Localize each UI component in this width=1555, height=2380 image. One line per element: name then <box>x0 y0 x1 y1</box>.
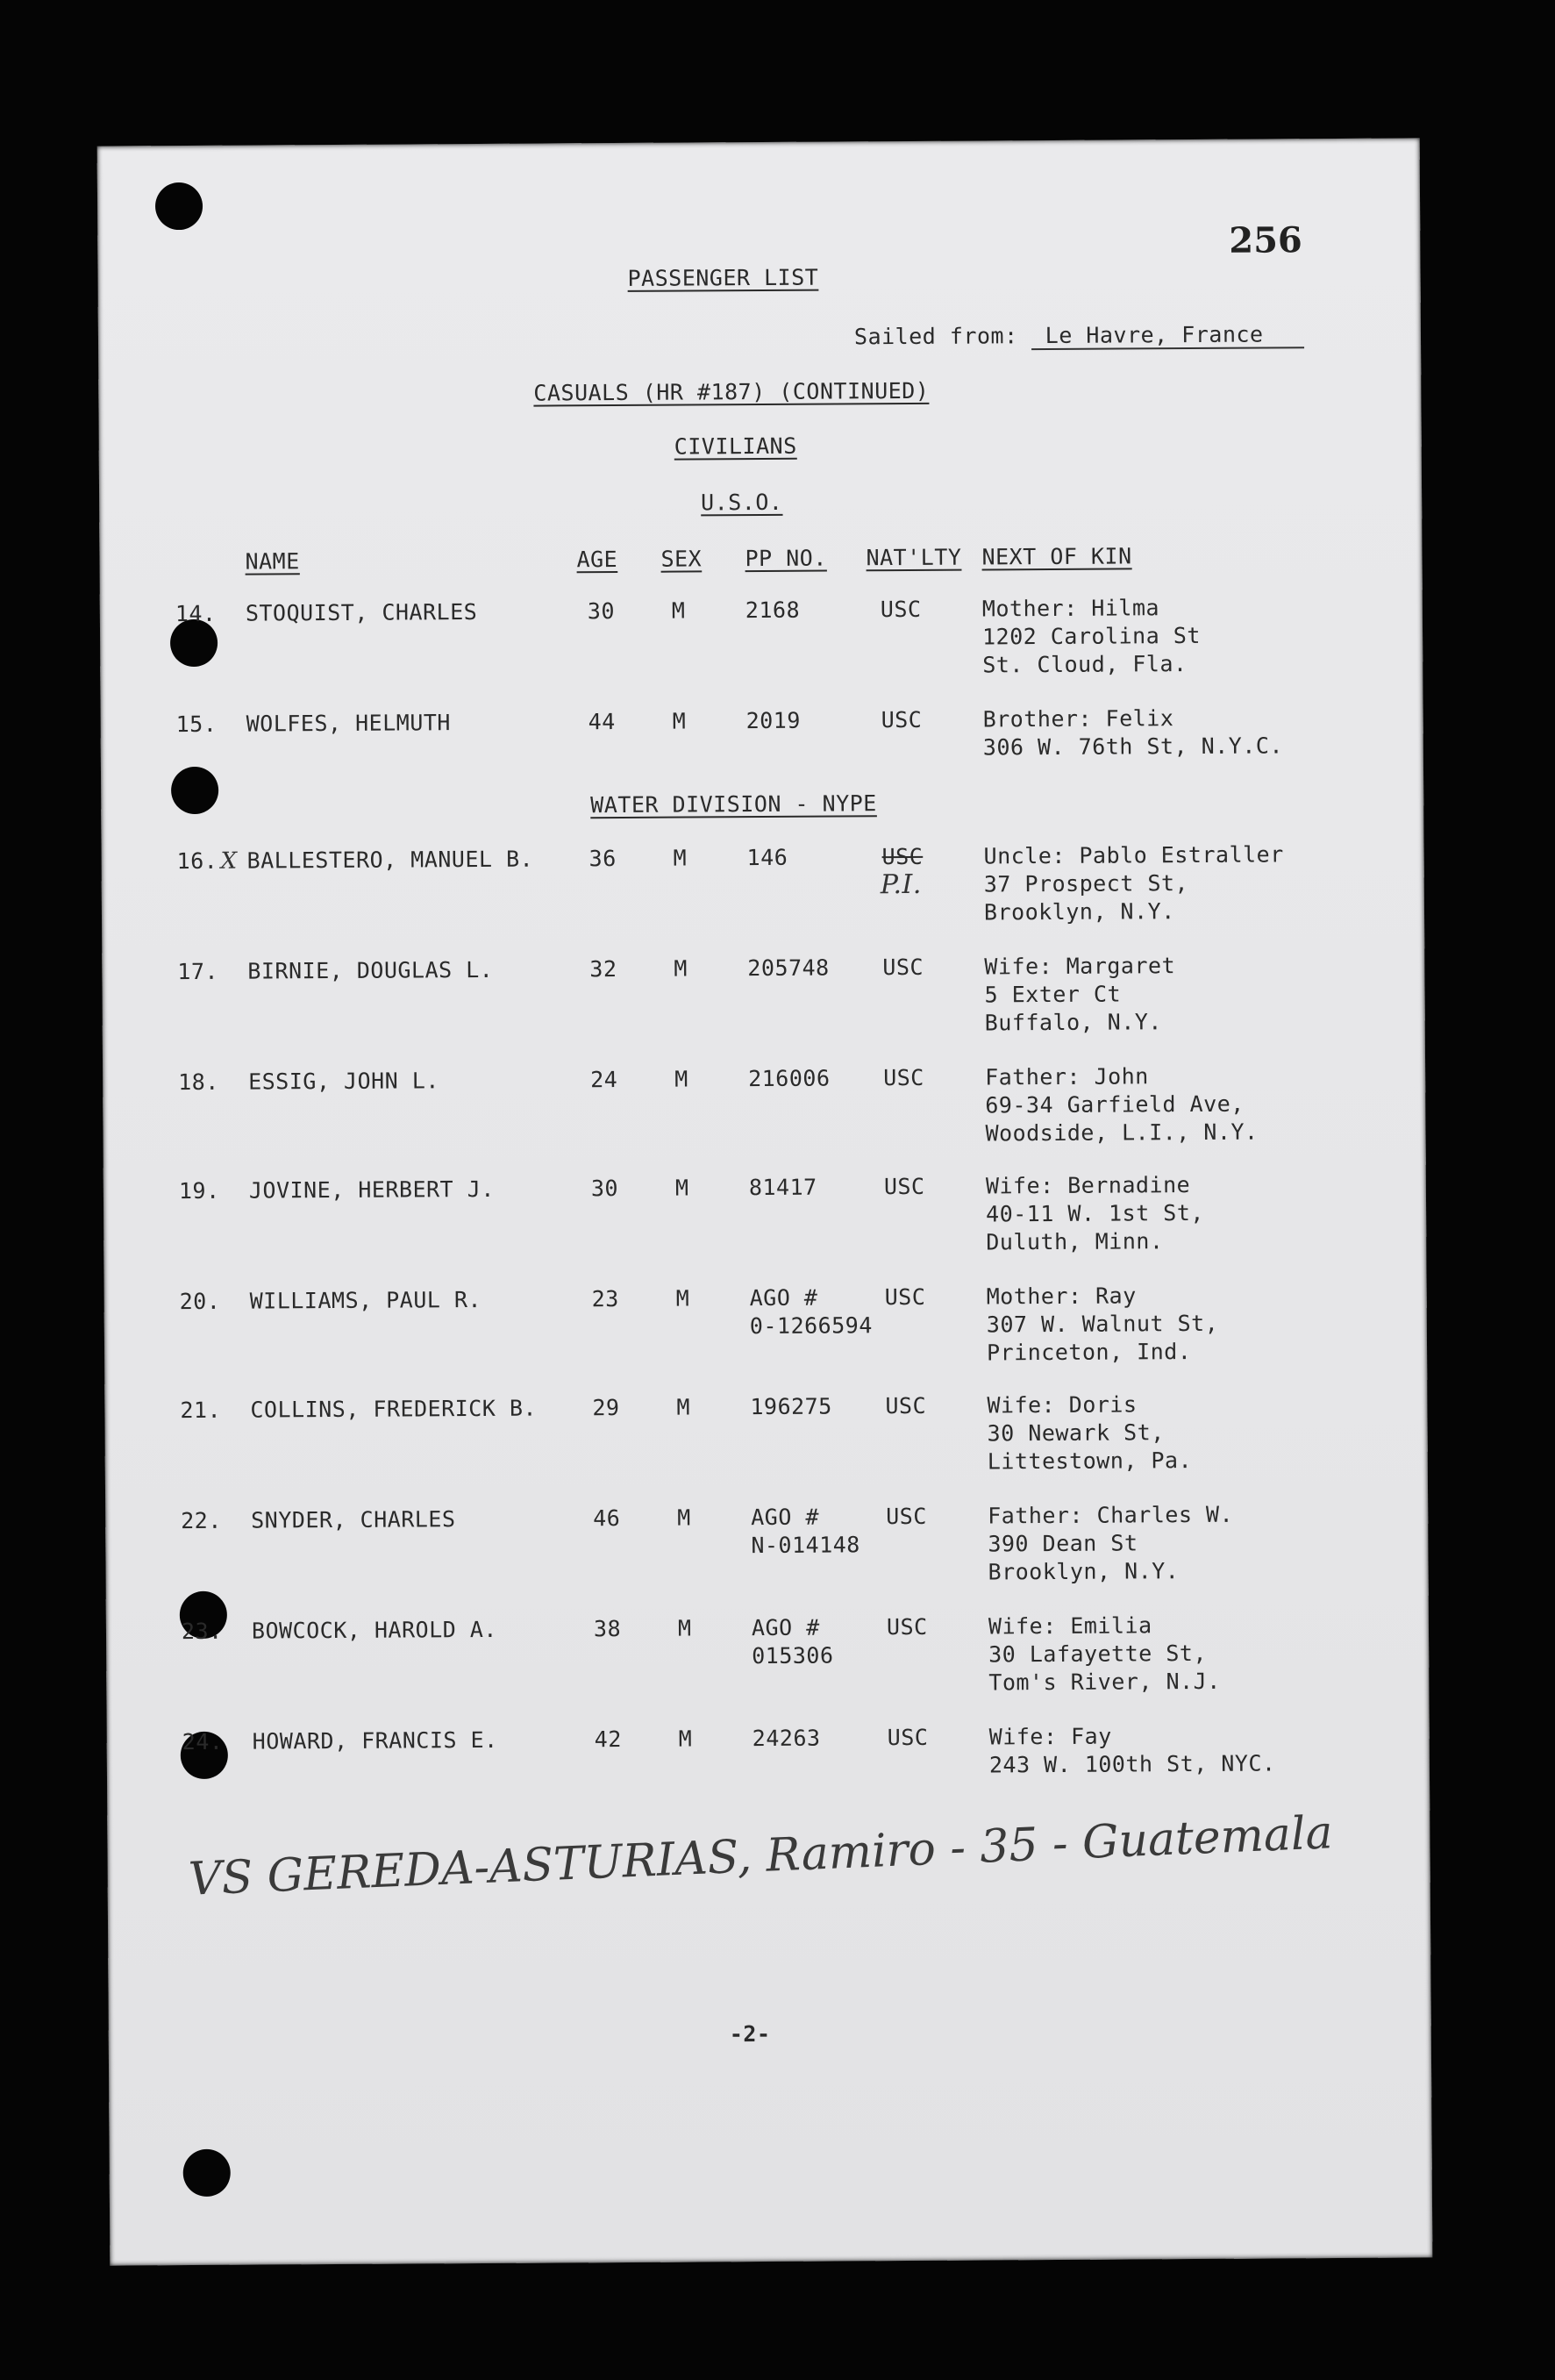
passport-number: 2168 <box>745 597 801 624</box>
next-of-kin: Wife: Margaret 5 Exter Ct Buffalo, N.Y. <box>984 953 1176 1036</box>
passenger-sex: M <box>672 708 687 734</box>
row-number: 20. <box>179 1288 221 1315</box>
nationality: USC <box>881 706 923 733</box>
passenger-age: 29 <box>592 1395 620 1421</box>
passenger-sex: M <box>673 845 688 871</box>
passenger-name: STOQUIST, CHARLES <box>245 598 478 626</box>
passenger-age: 44 <box>588 709 616 735</box>
passenger-name: SNYDER, CHARLES <box>251 1506 456 1533</box>
passenger-age: 32 <box>589 956 617 983</box>
row-number: 16. <box>176 847 218 875</box>
next-of-kin: Wife: Bernadine 40-11 W. 1st St, Duluth, Minn. <box>985 1172 1205 1255</box>
nationality: USC <box>881 843 924 870</box>
passenger-age: 30 <box>587 598 616 625</box>
passenger-name: JOVINE, HERBERT J. <box>248 1176 495 1204</box>
nationality: USC <box>883 1064 924 1091</box>
next-of-kin: Wife: Emilia 30 Lafayette St, Tom's River, N.J. <box>988 1612 1221 1696</box>
passenger-age: 36 <box>588 846 617 872</box>
nationality: USC <box>887 1724 929 1751</box>
row-number: 19. <box>178 1177 220 1204</box>
next-of-kin: Mother: Ray 307 W. Walnut St, Princeton, Ind. <box>986 1283 1219 1366</box>
passport-number: 216006 <box>748 1065 831 1092</box>
passport-number: 24263 <box>752 1725 821 1752</box>
row-number: 21. <box>180 1397 222 1424</box>
row-number: 23. <box>181 1618 223 1645</box>
passport-number: AGO # 0-1266594 <box>749 1284 873 1340</box>
page-number: 256 <box>1229 219 1302 261</box>
nationality: USC <box>886 1613 928 1640</box>
col-header-sex: SEX <box>660 546 703 572</box>
passenger-age: 24 <box>590 1067 618 1093</box>
passenger-sex: M <box>671 597 686 624</box>
punch-hole <box>155 182 203 230</box>
row-number: 15. <box>175 711 218 738</box>
punch-hole <box>183 2149 231 2197</box>
handwritten-mark: X <box>220 847 238 875</box>
passenger-sex: M <box>676 1394 691 1420</box>
document-title: PASSENGER LIST <box>627 264 819 291</box>
passenger-sex: M <box>678 1726 693 1752</box>
document-page <box>97 138 1433 2265</box>
col-header-name: NAME <box>245 548 300 575</box>
group-heading: U.S.O. <box>701 489 783 516</box>
passenger-name: WILLIAMS, PAUL R. <box>249 1286 482 1314</box>
passenger-name: BOWCOCK, HAROLD A. <box>251 1616 497 1644</box>
water-division-heading: WATER DIVISION - NYPE <box>590 790 877 818</box>
row-number: 22. <box>181 1507 222 1534</box>
passenger-age: 38 <box>593 1616 622 1642</box>
passenger-name: COLLINS, FREDERICK B. <box>250 1395 538 1423</box>
nationality: USC <box>882 954 924 981</box>
next-of-kin: Father: John 69-34 Garfield Ave, Woodside, L.I., N.Y. <box>985 1063 1259 1147</box>
section-heading: CASUALS (HR #187) (CONTINUED) <box>533 377 930 406</box>
nationality: USC <box>885 1392 927 1419</box>
handwritten-note: VS GEREDA-ASTURIAS, Ramiro - 35 - Guatemala <box>187 1806 1334 1906</box>
passenger-sex: M <box>677 1504 691 1531</box>
col-header-age: AGE <box>576 547 618 573</box>
nationality: USC <box>883 1173 925 1200</box>
passenger-age: 42 <box>594 1726 622 1753</box>
row-number: 18. <box>178 1068 219 1096</box>
row-number: 24. <box>182 1728 224 1755</box>
punch-hole <box>171 767 218 814</box>
passport-number: 81417 <box>748 1174 817 1201</box>
passenger-age: 30 <box>590 1176 619 1202</box>
nationality: USC <box>886 1503 927 1530</box>
sailed-from-label: Sailed from: <box>853 323 1018 350</box>
passenger-age: 23 <box>591 1286 619 1312</box>
next-of-kin: Wife: Doris 30 Newark St, Littestown, Pa. <box>987 1391 1193 1475</box>
passenger-name: WOLFES, HELMUTH <box>246 710 452 737</box>
col-header-natlty: NAT'LTY <box>866 544 962 571</box>
passport-number: 146 <box>746 844 788 871</box>
passenger-name: BIRNIE, DOUGLAS L. <box>247 956 494 984</box>
passenger-sex: M <box>675 1285 690 1312</box>
passenger-name: ESSIG, JOHN L. <box>248 1068 439 1095</box>
passenger-sex: M <box>674 955 688 982</box>
passenger-sex: M <box>674 1175 689 1201</box>
col-header-pp: PP NO. <box>745 545 827 572</box>
passenger-sex: M <box>674 1066 688 1092</box>
passport-number: 2019 <box>745 707 801 734</box>
nationality: USC <box>884 1283 926 1311</box>
passport-number: 205748 <box>747 954 830 982</box>
passenger-age: 46 <box>593 1505 621 1532</box>
next-of-kin: Mother: Hilma 1202 Carolina St St. Cloud, Fla. <box>981 595 1201 678</box>
nationality: USC <box>880 596 922 623</box>
next-of-kin: Wife: Fay 243 W. 100th St, NYC. <box>988 1723 1276 1778</box>
passport-number: AGO # 015306 <box>751 1614 834 1669</box>
passenger-sex: M <box>677 1615 692 1641</box>
row-number: 17. <box>177 958 219 985</box>
passport-number: 196275 <box>750 1393 832 1420</box>
sailed-from-value: Le Havre, France <box>1031 321 1304 350</box>
sailed-from <box>854 321 1304 349</box>
passenger-name: HOWARD, FRANCIS E. <box>252 1726 498 1755</box>
col-header-next-of-kin: NEXT OF KIN <box>981 543 1132 570</box>
subsection-heading: CIVILIANS <box>674 432 797 460</box>
row-number: 14. <box>175 600 217 627</box>
next-of-kin: Uncle: Pablo Estraller 37 Prospect St, Brooklyn, N.Y. <box>983 841 1284 926</box>
passport-number: AGO # N-014148 <box>751 1504 860 1559</box>
passenger-name: BALLESTERO, MANUEL B. <box>246 846 534 874</box>
nationality-correction: P.I. <box>880 868 922 901</box>
footer-page-number: -2- <box>729 2020 771 2048</box>
next-of-kin: Brother: Felix 306 W. 76th St, N.Y.C. <box>982 705 1284 761</box>
next-of-kin: Father: Charles W. 390 Dean St Brooklyn, N.Y. <box>988 1501 1234 1585</box>
